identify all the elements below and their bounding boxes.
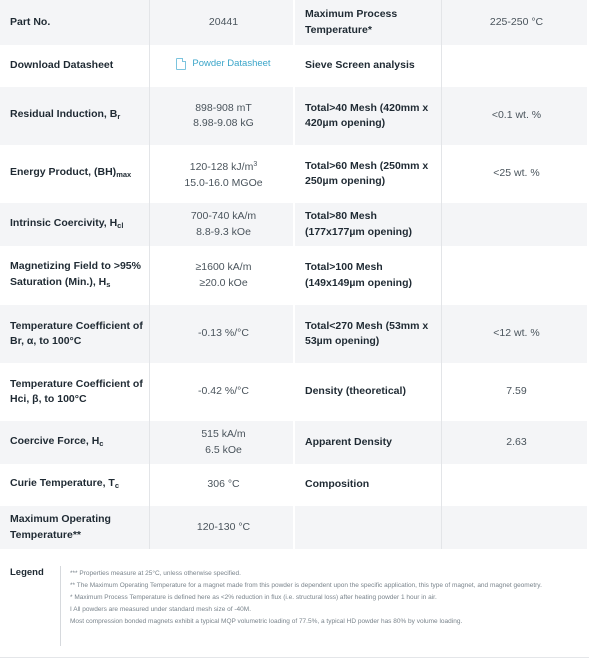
value-line-1: 898-908 mT: [195, 101, 252, 114]
value-line-2: 8.98-9.08 kG: [193, 117, 254, 129]
label-text: Coercive Force, H: [10, 434, 100, 447]
label-download-datasheet: Download Datasheet: [0, 45, 150, 87]
value-line-1: 700-740 kA/m: [190, 210, 257, 222]
legend-note: * Maximum Process Temperature is defined here as <2% reduction in flux (i.e. structural loss) after heating powder 1 hour in air.: [70, 594, 437, 601]
value-line-2: ≥20.0 kOe: [199, 276, 248, 289]
value-temp-coeff-hci: -0.42 %/°C: [150, 363, 295, 421]
label-composition: Composition: [294, 464, 442, 506]
bottom-divider: [0, 657, 589, 658]
table-row: [0, 305, 587, 363]
value-curie-temperature: 306 °C: [150, 464, 295, 506]
value-intrinsic-coercivity: [150, 203, 295, 246]
label-sieve-screen: Sieve Screen analysis: [294, 45, 442, 87]
table-row: [0, 464, 587, 506]
value-sieve-screen: [442, 45, 588, 87]
value-max-operating-temp: 120-130 °C: [150, 506, 295, 549]
powder-datasheet-link[interactable]: [176, 56, 270, 72]
label-temp-coeff-hci: Temperature Coefficient of Hci, β, to 100°C: [0, 363, 150, 421]
label-max-process-temp: Maximum Process Temperature*: [294, 0, 442, 45]
legend-note: Most compression bonded magnets exhibit a typical MQP volumetric loading of 77.5%, a typical HD powder has 80% by volume loading.: [70, 618, 463, 625]
table-row: [0, 363, 587, 421]
document-icon: [176, 58, 186, 70]
label-subscript: c: [99, 438, 104, 448]
legend-notes: [70, 568, 585, 628]
value-composition: [442, 464, 588, 506]
value-line-2: 6.5 kOe: [205, 443, 242, 456]
table-row: [0, 45, 587, 87]
table-row: [0, 203, 587, 246]
label-energy-product: [0, 145, 150, 203]
empty-value-cell: [442, 506, 588, 549]
label-subscript: r: [117, 112, 121, 122]
value-density: 7.59: [442, 363, 588, 421]
label-total-60-mesh: Total>60 Mesh (250mm x 250µm opening): [294, 145, 442, 203]
label-magnetizing-field: [0, 246, 150, 305]
table-row: [0, 0, 587, 45]
label-subscript: max: [116, 170, 132, 180]
value-part-no: 20441: [150, 0, 295, 45]
value-total-100-mesh: [442, 246, 588, 305]
table-row: [0, 246, 587, 305]
label-density: Density (theoretical): [294, 363, 442, 421]
label-text: Curie Temperature, T: [10, 477, 115, 490]
value-energy-product: [150, 145, 295, 203]
label-subscript: cl: [117, 220, 124, 230]
datasheet-cell: [150, 45, 295, 87]
legend-note: *** Properties measure at 25°C, unless otherwise specified.: [70, 570, 241, 577]
value-line-2: 15.0-16.0 MGOe: [184, 176, 263, 189]
label-text: Energy Product, (BH): [10, 166, 117, 179]
legend-note: I All powders are measured under standard mesh size of -40M.: [70, 606, 252, 613]
label-total-40-mesh: Total>40 Mesh (420mm x 420µm opening): [294, 87, 442, 145]
value-magnetizing-field: [150, 246, 295, 305]
table-row: [0, 421, 587, 464]
label-total-100-mesh: Total>100 Mesh (149x149µm opening): [294, 246, 442, 305]
value-apparent-density: 2.63: [442, 421, 588, 464]
powder-datasheet-label: Powder Datasheet: [192, 58, 271, 70]
value-total-80-mesh: [442, 203, 588, 246]
legend-divider: [60, 566, 61, 646]
value-temp-coeff-br: -0.13 %/°C: [150, 305, 295, 363]
legend: [0, 559, 589, 649]
value-residual-induction: [150, 87, 295, 145]
legend-note: ** The Maximum Operating Temperature for a magnet made from this powder is dependent upon the specific application, this type of magnet, and magnet geometry.: [70, 582, 542, 589]
table-row: [0, 87, 587, 145]
label-max-operating-temp: Maximum Operating Temperature**: [0, 506, 150, 549]
value-total-60-mesh: <25 wt. %: [442, 145, 588, 203]
label-subscript: c: [114, 481, 120, 491]
label-intrinsic-coercivity: [0, 203, 150, 246]
label-text: Residual Induction, B: [10, 108, 118, 121]
legend-title: Legend: [10, 567, 44, 578]
label-temp-coeff-br: Temperature Coefficient of Br, α, to 100°C: [0, 305, 150, 363]
label-text: Magnetizing Field to >95% Saturation (Min.), H: [10, 260, 141, 288]
value-text: 120-128 kJ/m: [189, 161, 254, 173]
value-line-1: ≥1600 kA/m: [195, 261, 252, 273]
label-residual-induction: [0, 87, 150, 145]
value-total-40-mesh: <0.1 wt. %: [442, 87, 588, 145]
label-subscript: s: [106, 279, 111, 289]
value-line-1: [160, 157, 287, 176]
table-row: [0, 506, 587, 549]
label-total-80-mesh: Total>80 Mesh (177x177µm opening): [294, 203, 442, 246]
value-line-1: 515 kA/m: [201, 428, 246, 440]
value-line-2: 8.8-9.3 kOe: [196, 225, 251, 238]
value-max-process-temp: 225-250 °C: [442, 0, 588, 45]
label-apparent-density: Apparent Density: [294, 421, 442, 464]
label-coercive-force: [0, 421, 150, 464]
label-part-no: Part No.: [0, 0, 150, 45]
value-total-270-mesh: <12 wt. %: [442, 305, 588, 363]
label-text: Intrinsic Coercivity, H: [10, 216, 118, 229]
empty-label-cell: [294, 506, 442, 549]
table-row: [0, 145, 587, 203]
value-coercive-force: [150, 421, 295, 464]
value-superscript: 3: [253, 161, 258, 168]
label-curie-temperature: [0, 464, 150, 506]
label-total-270-mesh: Total<270 Mesh (53mm x 53µm opening): [294, 305, 442, 363]
